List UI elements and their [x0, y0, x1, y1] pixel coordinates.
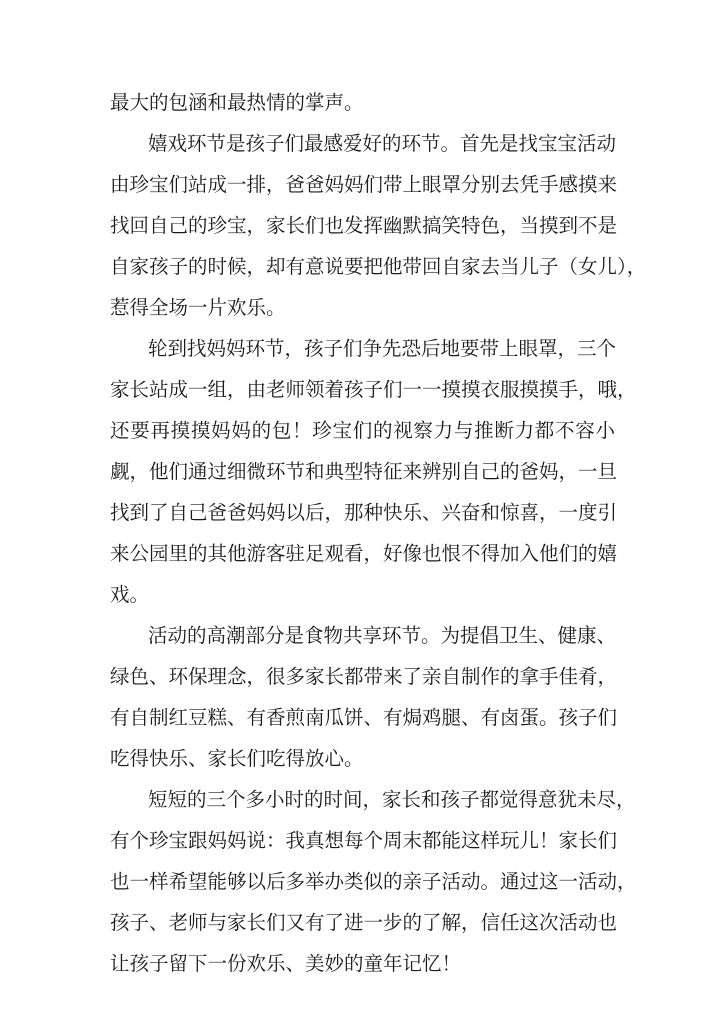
paragraph-line: 找到了自己爸爸妈妈以后，那种快乐、兴奋和惊喜，一度引	[110, 501, 618, 524]
paragraph-first-line: 嬉戏环节是孩子们最感爱好的环节。首先是找宝宝活动	[148, 132, 617, 155]
paragraph-line: 最大的包涵和最热情的掌声。	[110, 91, 364, 114]
paragraph-first-line: 短短的三个多小时的时间，家长和孩子都觉得意犹未尽，	[148, 788, 636, 811]
paragraph-line: 戏。	[110, 583, 150, 606]
paragraph-line: 有个珍宝跟妈妈说：我真想每个周末都能这样玩儿！家长们	[110, 829, 618, 852]
paragraph-line: 觑，他们通过细微环节和典型特征来辨别自己的爸妈，一旦	[110, 460, 618, 483]
paragraph-line: 吃得快乐、家长们吃得放心。	[110, 747, 364, 770]
paragraph-first-line: 活动的高潮部分是食物共享环节。为提倡卫生、健康、	[148, 624, 617, 647]
paragraph-line: 自家孩子的时候，却有意说要把他带回自家去当儿子（女儿），	[110, 255, 647, 278]
paragraph-line: 绿色、环保理念，很多家长都带来了亲自制作的拿手佳肴，	[110, 665, 618, 688]
paragraph-first-line: 轮到找妈妈环节，孩子们争先恐后地要带上眼罩，三个	[148, 337, 617, 360]
paragraph-line: 来公园里的其他游客驻足观看，好像也恨不得加入他们的嬉	[110, 542, 618, 565]
paragraph-line: 由珍宝们站成一排，爸爸妈妈们带上眼罩分别去凭手感摸来	[110, 173, 618, 196]
paragraph-line: 有自制红豆糕、有香煎南瓜饼、有焗鸡腿、有卤蛋。孩子们	[110, 706, 618, 729]
paragraph-line: 孩子、老师与家长们又有了进一步的了解，信任这次活动也	[110, 911, 618, 934]
paragraph-line: 让孩子留下一份欢乐、美妙的童年记忆！	[110, 952, 462, 975]
paragraph-line: 还要再摸摸妈妈的包！珍宝们的视察力与推断力都不容小	[110, 419, 615, 442]
paragraph-line: 找回自己的珍宝，家长们也发挥幽默搞笑特色，当摸到不是	[110, 214, 618, 237]
paragraph-line: 家长站成一组，由老师领着孩子们一一摸摸衣服摸摸手，哦，	[110, 378, 637, 401]
paragraph-line: 惹得全场一片欢乐。	[110, 296, 286, 319]
paragraph-line: 也一样希望能够以后多举办类似的亲子活动。通过这一活动，	[110, 870, 637, 893]
